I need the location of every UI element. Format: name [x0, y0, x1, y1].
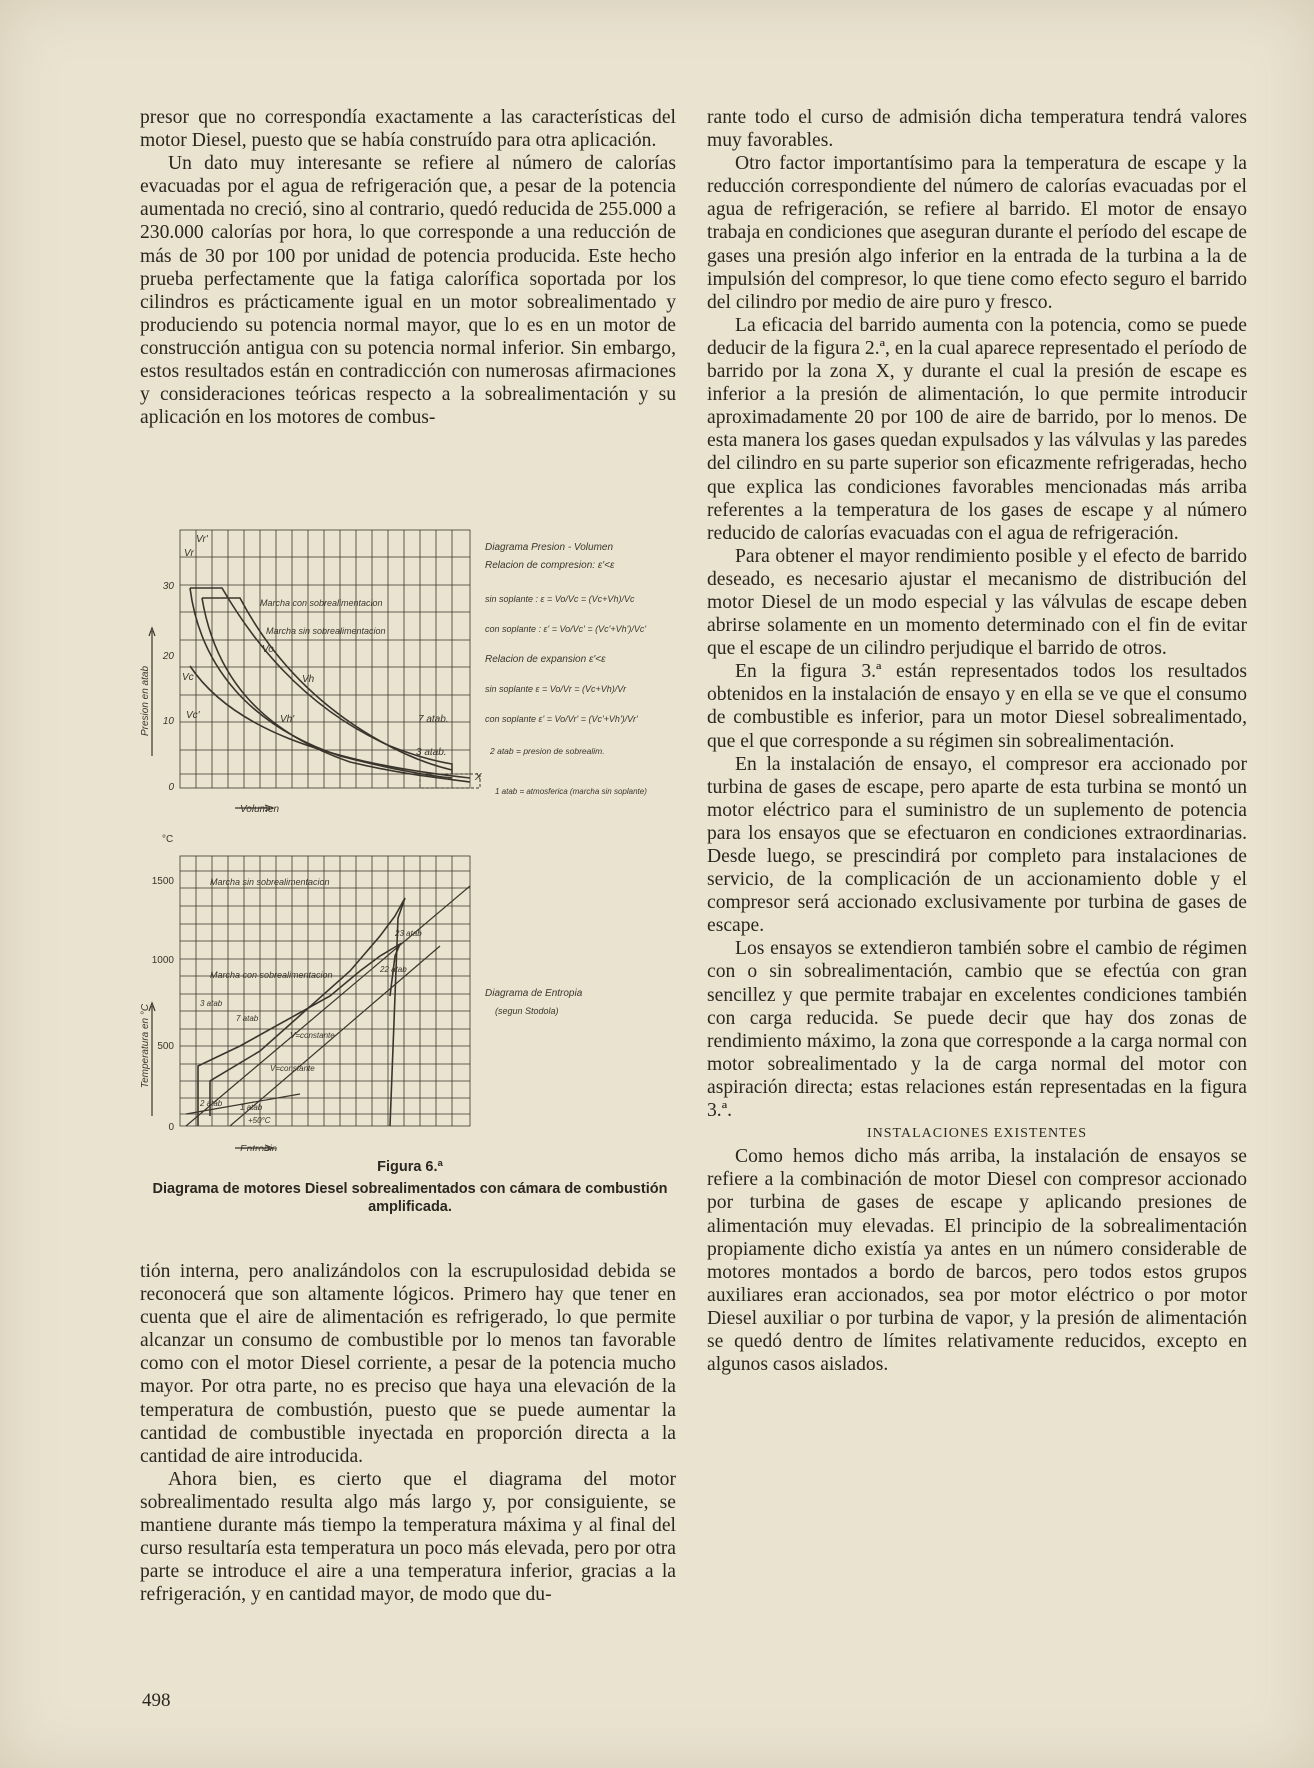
pv-legend-note1: 2 atab = presion de sobrealim. [490, 746, 605, 756]
pv-label-at7: 7 atab. [418, 714, 449, 725]
pv-label-vo: Vo [262, 644, 274, 655]
pv-xlabel: Volumen [240, 804, 280, 815]
ts-label-v-const2: V=constante [270, 1064, 315, 1073]
pv-legend-title2: Relacion de compresion: ε'<ε [485, 560, 615, 571]
ts-ytick: 500 [157, 1041, 174, 1052]
pv-label-vh2: Vh' [280, 714, 295, 725]
pv-label-vr: Vr [184, 548, 194, 559]
figure-6 [140, 526, 680, 1226]
pv-legend-con-comp: con soplante : ε' = Vo/Vc' = (Vc'+Vh')/Vc' [485, 624, 647, 634]
pv-ytick: 0 [168, 782, 174, 793]
paragraph: En la figura 3.ª están representados todos los resultados obtenidos en la instalación de ensayo y en ella se ve que el consumo de combustible es inferior, para un motor Diesel sobrealimentado, que el que corresponde a su régimen sin sobrealimentación. [707, 661, 1247, 752]
pv-label-at3: 3 atab. [416, 747, 447, 758]
figure-title: Figura 6.ª [377, 1159, 443, 1175]
pv-legend-expansion: Relacion de expansion ε'<ε [485, 654, 606, 665]
paragraph: Para obtener el mayor rendimiento posible y el efecto de barrido deseado, es necesario ajustar el mecanismo de distribución del motor Diesel de un modo especial y las válvulas de escape deben abrirse solamente en un momento determinado con el fin de evitar que el escape de un cilindro perjudique el barrido de otros. [707, 545, 1247, 660]
paragraph: La eficacia del barrido aumenta con la potencia, como se puede deducir de la figura 2.ª, en la cual aparece representado el período de barrido por la zona X, y durante el cual la presión de escape es inferior a la presión de alimentación, lo que permite introducir aproximadamente 20 por 100 de aire de barrido, por lo menos. De esta manera los gases quedan expulsados y las válvulas y las paredes del cilindro en su parte superior son eficazmente refrigeradas, hecho que explica las condiciones favorables mencionadas más arriba referentes a la temperatura de los gases de escape y al número reducido de calorías evacuadas con el agua de refrigeración. [707, 314, 1247, 544]
ts-curves [186, 886, 470, 1126]
pv-legend-sin-exp: sin soplante ε = Vo/Vr = (Vc+Vh)/Vr [485, 684, 627, 694]
ts-ytick: 0 [168, 1122, 174, 1133]
pv-label-vc: Vc [182, 672, 194, 683]
ts-line-diag1 [186, 886, 470, 1126]
pv-label-march-con: Marcha con sobrealimentacion [260, 598, 383, 608]
figure-caption: Diagrama de motores Diesel sobrealimentados con cámara de combustión amplificada. [152, 1181, 668, 1215]
section-heading: INSTALACIONES EXISTENTES [866, 1126, 1088, 1142]
pv-legend-con-exp: con soplante ε' = Vo/Vr' = (Vc'+Vh')/Vr' [485, 714, 638, 724]
page-number: 498 [142, 1690, 171, 1711]
pv-legend-sin-comp: sin soplante : ε = Vo/Vc = (Vc+Vh)/Vc [485, 594, 635, 604]
curve-compression-con [190, 588, 452, 774]
ts-xlabel: Entropia [240, 1144, 278, 1151]
ts-ylabel: Temperatura en °C [140, 1003, 151, 1089]
pv-label-x: X [475, 772, 482, 783]
curve-compression-sin [202, 598, 452, 770]
ts-cycle-sin [210, 898, 405, 1126]
paragraph: Los ensayos se extendieron también sobre el cambio de régimen con o sin sobrealimentación, cambio que se efectúa con gran sencillez y que permite trabajar en excelentes condiciones también con carga reducida. Se puede decir que hay dos zonas de rendimiento máximo, la zona que corresponde a la carga normal con motor sobrealimentado y la de carga normal del motor con aspiración directa; estas relaciones están representadas en la figura 3.ª. [707, 938, 1247, 1122]
ts-ytick: 1500 [151, 876, 174, 887]
paragraph: rante todo el curso de admisión dicha temperatura tendrá valores muy favorables. [707, 107, 1247, 152]
ts-label-at22: 22 atab [380, 965, 407, 974]
paragraph: presor que no correspondía exactamente a las características del motor Diesel, puesto que se había construído para otra aplicación. [140, 107, 676, 152]
pv-legend-title1: Diagrama Presion - Volumen [485, 542, 614, 553]
left-column-bottom-text [140, 1260, 676, 1606]
pv-ytick: 30 [162, 581, 174, 592]
paragraph: Otro factor importantísimo para la temperatura de escape y la reducción correspondiente del número de calorías evacuadas por el agua de refrigeración, se refiere al barrido. El motor de ensayo trabaja en condiciones que aseguran durante el período del escape de gases una presión algo inferior en la entrada de la turbina a la de impulsión del compresor, lo que tiene como efecto seguro el barrido del cilindro por medio de aire puro y fresco. [707, 153, 1247, 313]
pv-legend-note2: 1 atab = atmosferica (marcha sin soplante) [495, 787, 647, 796]
right-column-text [707, 106, 1247, 1376]
pv-label-vc2: Vc' [186, 710, 200, 721]
ts-grid [180, 856, 470, 1126]
ts-label-at23: 23 atab [395, 929, 422, 938]
ts-label-march-con: Marcha con sobrealimentacion [210, 970, 333, 980]
ts-label-t50: +50°C [248, 1116, 271, 1125]
paragraph: tión interna, pero analizándolos con la escrupulosidad debida se reconocerá que son altamente lógicos. Primero hay que tener en cuenta que el aire de alimentación es refrigerado, lo que permite alcanzar un consumo de combustible por lo menos tan favorable como con el motor Diesel corriente, a pesar de la potencia mucho mayor. Por otra parte, no es preciso que haya una elevación de la temperatura de combustión, puesto que se puede aumentar la cantidad de combustible inyectada en proporción directa a la cantidad de aire introducida. [140, 1261, 676, 1467]
pv-label-vr-top: Vr' [196, 534, 208, 545]
paragraph: Ahora bien, es cierto que el diagrama del motor sobrealimentado resulta algo más largo y, por consiguiente, se mantiene durante más tiempo la temperatura máxima y al final del curso resultaría esta temperatura un poco más elevada, pero por otra parte se introduce el aire a una temperatura inferior, gracias a la refrigeración, y en cantidad mayor, de modo que du- [140, 1468, 676, 1606]
pv-ytick: 10 [162, 716, 174, 727]
figure-6-diagrams [140, 526, 680, 1151]
pv-label-vh: Vh [302, 674, 315, 685]
paragraph: Como hemos dicho más arriba, la instalación de ensayos se refiere a la combinación de motor Diesel con compresor accionado por turbina de gases de escape y aplicando presiones de alimentación muy elevadas. El principio de la sobrealimentación propiamente dicho existía ya antes en un número considerable de motores montados a bordo de barcos, pero todos estos grupos auxiliares eran accionados, sea por motor eléctrico o por motor Diesel auxiliar o por turbina de vapor, y la presión de alimentación se quedó dentro de límites relativamente reducidos, excepto en algunos casos aislados. [707, 1146, 1247, 1376]
ts-label-v-const1: V=constante [290, 1031, 335, 1040]
paragraph: En la instalación de ensayo, el compresor era accionado por turbina de gases de escape, pero aparte de esta turbina se montó un motor eléctrico para el suministro de un suplemento de potencia para los ensayos que se efectuaron en condiciones extraordinarias. Desde luego, se prescindirá por completo para instalaciones de servicio, de la complicación de un accionamiento doble y el compresor será accionado exclusivamente por turbina de gases de escape. [707, 753, 1247, 937]
ts-label-at2: 2 atab [200, 1099, 223, 1108]
pv-ytick: 20 [162, 651, 174, 662]
ts-ytick: 1000 [151, 955, 174, 966]
left-column-top-text [140, 106, 676, 429]
ts-legend-title2: (segun Stodola) [495, 1006, 559, 1016]
ts-unit: °C [162, 834, 174, 845]
ts-legend-title1: Diagrama de Entropia [485, 988, 583, 999]
paragraph: Un dato muy interesante se refiere al número de calorías evacuadas por el agua de refrigeración que, a pesar de la potencia aumentada no creció, sino al contrario, quedó reducida de 255.000 a 230.000 calorías por hora, lo que corresponde a una reducción de más de 30 por 100 por unidad de potencia producida. Este hecho prueba perfectamente que la fatiga calorífica soportada por los cilindros es prácticamente igual en un motor sobrealimentado y produciendo su potencia normal mayor, que lo es en un motor de construcción antigua con su potencia normal inferior. Sin embargo, estos resultados están en contradicción con numerosas afirmaciones y consideraciones teóricas respecto a la sobrealimentación y su aplicación en los motores de combus- [140, 153, 676, 429]
ts-label-march-sin: Marcha sin sobrealimentacion [210, 877, 330, 887]
pv-label-march-sin: Marcha sin sobrealimentacion [266, 626, 386, 636]
ts-label-at1: 1 atab [240, 1103, 263, 1112]
ts-label-at7: 7 atab [236, 1014, 259, 1023]
ts-label-at3: 3 atab [200, 999, 223, 1008]
pv-ylabel: Presion en atab [140, 665, 151, 737]
